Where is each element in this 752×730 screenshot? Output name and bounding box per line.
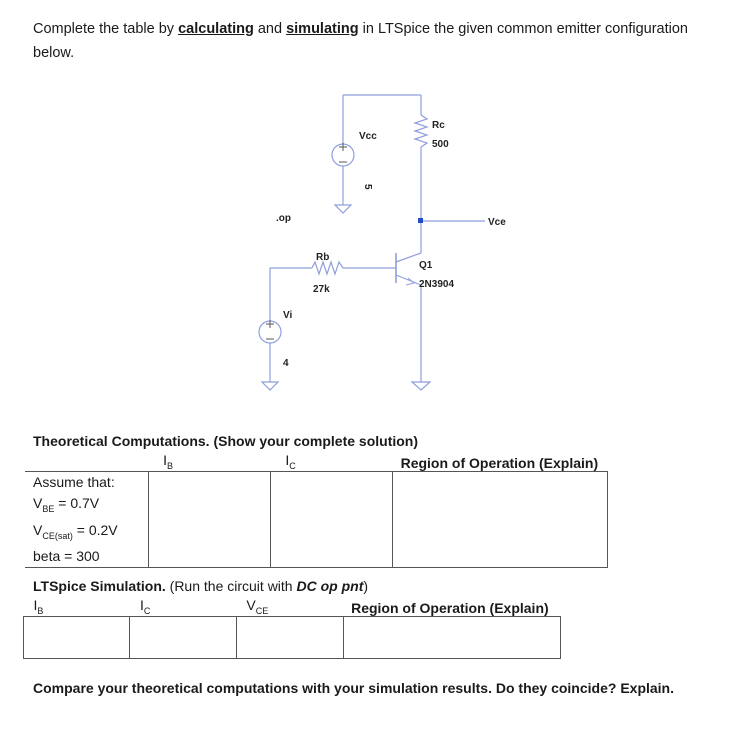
- assume-vbe: $V_{BE} = 0.7V$: [33, 494, 100, 514]
- col-ic: $I_C$: [270, 452, 392, 471]
- ic-answer-cell[interactable]: [270, 471, 392, 568]
- sim-col-region: Region of Operation (Explain): [343, 597, 560, 616]
- calculating-word: calculating: [178, 21, 254, 37]
- assume-title: Assume that:: [33, 473, 115, 490]
- simulation-heading: LTSpice Simulation. (Run the circuit with DC op pnt): [33, 578, 369, 594]
- header-spacer: [25, 452, 148, 471]
- sim-vce-cell[interactable]: [236, 616, 343, 658]
- q1-name: Q1: [419, 260, 433, 271]
- rc-resistor: [415, 115, 427, 147]
- simulation-table: [23, 597, 561, 659]
- simulating-word: simulating: [286, 21, 359, 37]
- junction-dot: [418, 218, 423, 223]
- vce-label: Vce: [488, 217, 506, 228]
- vcc-name: Vcc: [359, 131, 377, 142]
- intro-and: and: [253, 21, 287, 37]
- assume-beta: beta = 300: [33, 548, 100, 565]
- rc-value: 500: [432, 139, 449, 150]
- sim-col-ib: $I_B$: [24, 597, 130, 616]
- col-region: Region of Operation (Explain): [393, 452, 608, 471]
- intro-text: Complete the table by: [33, 21, 179, 37]
- op-directive: .op: [276, 213, 291, 224]
- ib-answer-cell[interactable]: [148, 471, 270, 568]
- rb-name: Rb: [316, 252, 330, 263]
- intro-text-end: in LTSpice the given common emitter configuration below.: [33, 21, 688, 61]
- vi-value: 4: [283, 358, 289, 369]
- q1-model: 2N3904: [419, 279, 455, 290]
- rb-resistor: [312, 262, 343, 274]
- col-ib: $I_B$: [148, 452, 270, 471]
- final-question: Compare your theoretical computations with your simulation results. Do they coincide? Explain.: [33, 680, 674, 696]
- region-answer-cell[interactable]: [393, 471, 608, 568]
- theoretical-heading: Theoretical Computations. (Show your complete solution): [33, 433, 419, 449]
- vcc-value: 5: [362, 184, 373, 190]
- sim-col-vce: $V_{CE}$: [236, 597, 343, 616]
- sim-region-cell[interactable]: [343, 616, 560, 658]
- assumptions-cell: [25, 471, 148, 568]
- sim-ic-cell[interactable]: [130, 616, 236, 658]
- rc-name: Rc: [432, 120, 445, 131]
- theoretical-table: [25, 452, 608, 568]
- sim-ib-cell[interactable]: [24, 616, 130, 658]
- assume-vce: $V_{CE(sat)} = 0.2V$: [33, 521, 118, 541]
- rb-value: 27k: [313, 284, 330, 295]
- sim-col-ic: $I_C$: [130, 597, 236, 616]
- vi-name: Vi: [283, 310, 293, 321]
